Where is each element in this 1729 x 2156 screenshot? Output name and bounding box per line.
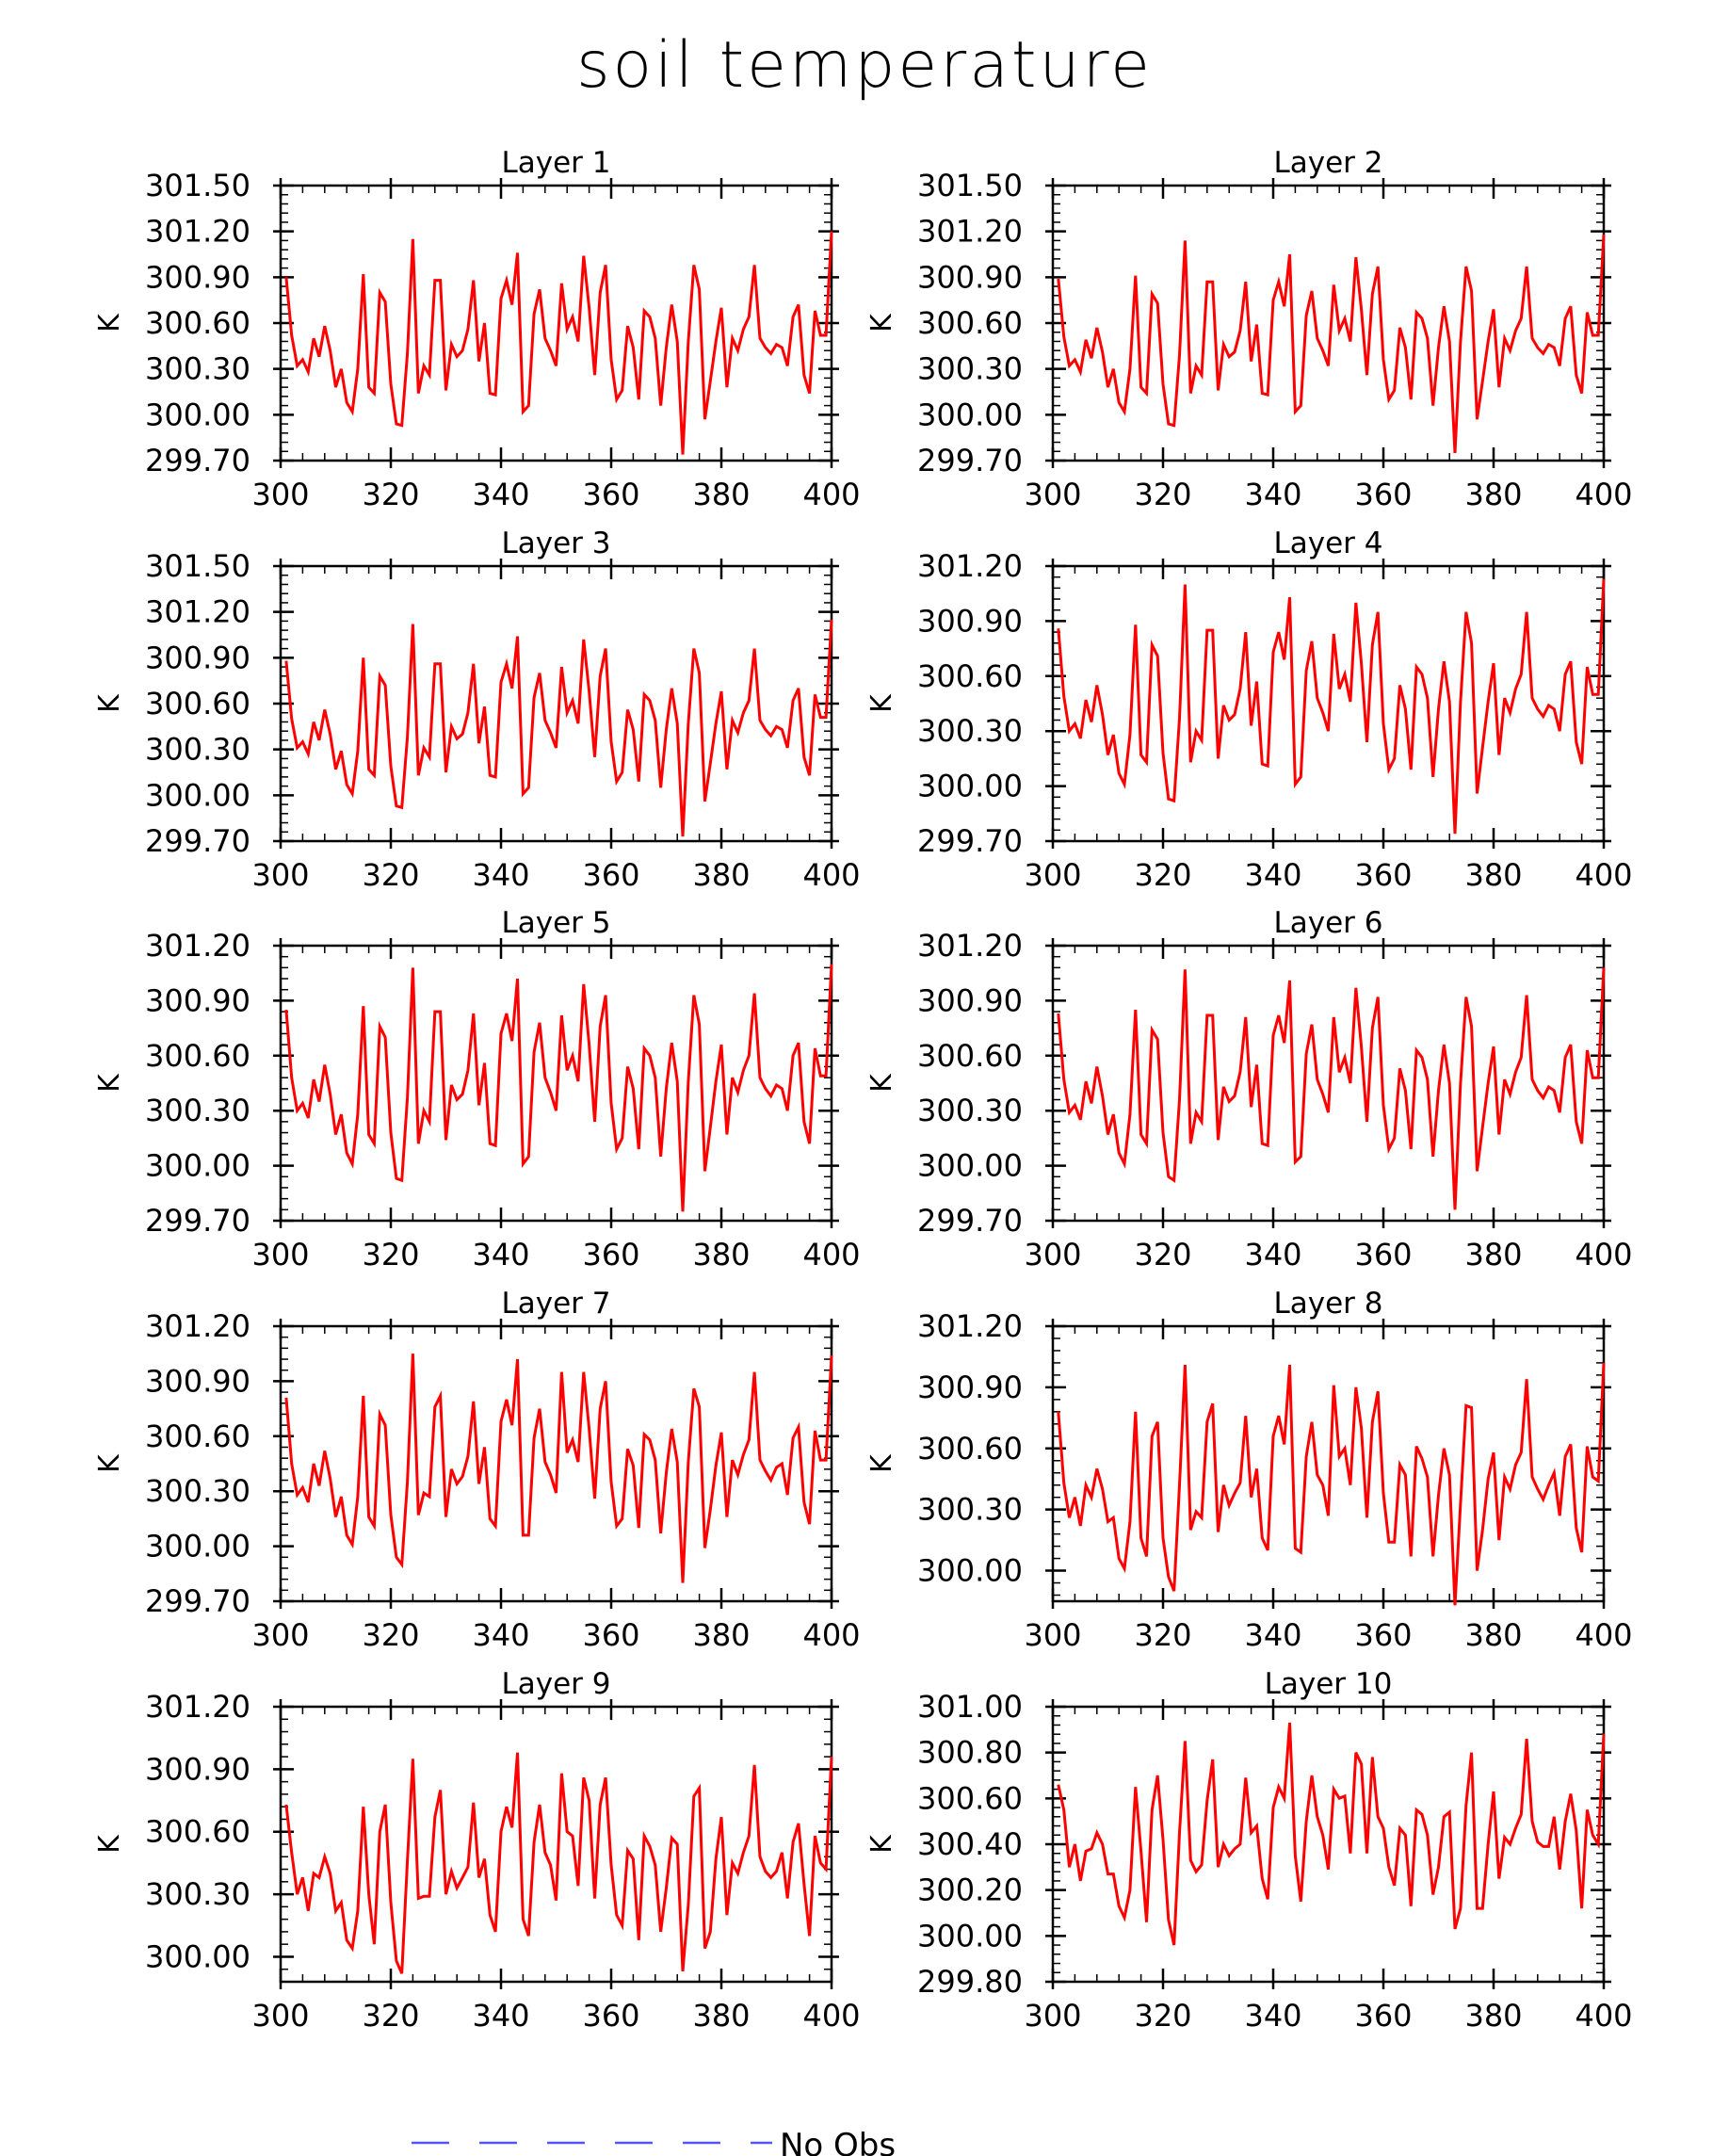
y-axis-label: K — [865, 1835, 898, 1854]
x-tick-label: 320 — [362, 477, 420, 512]
panel-title: Layer 10 — [1264, 1667, 1393, 1701]
x-tick-label: 300 — [251, 1237, 310, 1273]
y-tick-label: 300.00 — [145, 1938, 250, 1975]
x-tick-label: 380 — [692, 1617, 751, 1653]
panel-title: Layer 3 — [501, 527, 611, 560]
y-tick-label: 300.30 — [917, 713, 1023, 750]
x-tick-label: 380 — [692, 477, 751, 512]
panel-title: Layer 6 — [1273, 906, 1383, 940]
y-tick-label: 300.20 — [917, 1872, 1023, 1908]
x-tick-label: 360 — [1354, 1237, 1413, 1273]
y-tick-label: 299.80 — [917, 1964, 1023, 2000]
x-tick-label: 400 — [802, 477, 861, 512]
y-tick-label: 300.60 — [917, 1430, 1023, 1467]
y-tick-label: 301.50 — [917, 168, 1023, 203]
y-tick-label: 300.00 — [145, 777, 250, 814]
y-tick-label: 300.60 — [917, 1780, 1023, 1817]
x-tick-label: 340 — [1244, 1237, 1302, 1273]
y-tick-label: 300.00 — [917, 768, 1023, 804]
y-tick-label: 300.30 — [145, 1876, 250, 1913]
y-tick-label: 300.30 — [145, 731, 250, 768]
x-tick-label: 300 — [1024, 1617, 1082, 1653]
panel-title: Layer 4 — [1273, 527, 1383, 560]
x-tick-label: 320 — [362, 1998, 420, 2034]
y-tick-label: 301.20 — [917, 1308, 1023, 1344]
y-tick-label: 301.20 — [917, 928, 1023, 964]
x-tick-label: 380 — [1464, 477, 1523, 512]
y-tick-label: 300.90 — [917, 259, 1023, 296]
y-tick-label: 300.30 — [145, 1473, 250, 1510]
y-axis-label: K — [93, 1454, 126, 1473]
x-tick-label: 360 — [1354, 1998, 1413, 2034]
x-tick-label: 380 — [1464, 1237, 1523, 1273]
y-tick-label: 299.70 — [145, 823, 250, 859]
y-tick-label: 301.00 — [917, 1689, 1023, 1725]
x-tick-label: 300 — [1024, 1237, 1082, 1273]
x-tick-label: 320 — [362, 857, 420, 893]
y-tick-label: 299.70 — [917, 1203, 1023, 1239]
y-tick-label: 300.90 — [145, 259, 250, 296]
y-tick-label: 301.50 — [145, 548, 250, 584]
x-tick-label: 380 — [1464, 857, 1523, 893]
y-axis-label: K — [865, 694, 898, 713]
figure-title: soil temperature — [576, 28, 1153, 103]
y-tick-label: 299.70 — [917, 443, 1023, 478]
x-tick-label: 400 — [802, 1998, 861, 2034]
x-tick-label: 320 — [1134, 1237, 1192, 1273]
x-tick-label: 300 — [251, 477, 310, 512]
x-tick-label: 340 — [472, 1998, 530, 2034]
y-tick-label: 300.00 — [917, 1918, 1023, 1954]
x-tick-label: 380 — [1464, 1617, 1523, 1653]
x-tick-label: 400 — [802, 1237, 861, 1273]
x-tick-label: 380 — [1464, 1998, 1523, 2034]
y-tick-label: 301.20 — [145, 1308, 250, 1344]
panel-title: Layer 8 — [1273, 1287, 1383, 1321]
x-tick-label: 340 — [1244, 1998, 1302, 2034]
x-tick-label: 320 — [362, 1617, 420, 1653]
y-axis-label: K — [93, 314, 126, 332]
y-tick-label: 300.90 — [145, 640, 250, 676]
y-tick-label: 299.70 — [917, 823, 1023, 859]
x-tick-label: 360 — [1354, 857, 1413, 893]
x-tick-label: 320 — [1134, 857, 1192, 893]
y-tick-label: 300.00 — [917, 1552, 1023, 1589]
y-tick-label: 300.00 — [145, 1147, 250, 1184]
y-tick-label: 300.60 — [917, 1037, 1023, 1074]
y-tick-label: 300.30 — [917, 1491, 1023, 1528]
y-tick-label: 300.30 — [145, 1093, 250, 1129]
x-tick-label: 320 — [362, 1237, 420, 1273]
x-tick-label: 400 — [1575, 1237, 1633, 1273]
y-tick-label: 300.40 — [917, 1826, 1023, 1862]
x-tick-label: 360 — [582, 1617, 640, 1653]
y-tick-label: 300.00 — [145, 1528, 250, 1564]
x-tick-label: 400 — [1575, 477, 1633, 512]
y-tick-label: 299.70 — [145, 1583, 250, 1619]
y-tick-label: 300.90 — [917, 1369, 1023, 1405]
y-tick-label: 301.20 — [145, 1689, 250, 1725]
x-tick-label: 400 — [802, 1617, 861, 1653]
x-tick-label: 320 — [1134, 1617, 1192, 1653]
y-tick-label: 300.60 — [145, 1813, 250, 1850]
x-tick-label: 360 — [1354, 1617, 1413, 1653]
x-tick-label: 340 — [472, 1237, 530, 1273]
x-tick-label: 380 — [692, 1998, 751, 2034]
y-tick-label: 300.30 — [917, 350, 1023, 387]
legend-label: No Obs — [780, 2127, 897, 2156]
y-axis-label: K — [865, 1074, 898, 1093]
x-tick-label: 300 — [251, 857, 310, 893]
y-tick-label: 300.00 — [917, 1147, 1023, 1184]
y-tick-label: 300.60 — [145, 686, 250, 721]
x-tick-label: 340 — [472, 1617, 530, 1653]
y-axis-label: K — [865, 1454, 898, 1473]
x-tick-label: 360 — [582, 1998, 640, 2034]
x-tick-label: 360 — [582, 857, 640, 893]
y-tick-label: 300.60 — [917, 305, 1023, 341]
x-tick-label: 360 — [582, 477, 640, 512]
y-tick-label: 300.90 — [145, 1751, 250, 1788]
panel-title: Layer 7 — [501, 1287, 611, 1321]
panel-title: Layer 1 — [501, 146, 611, 180]
x-tick-label: 320 — [1134, 1998, 1192, 2034]
x-tick-label: 340 — [1244, 857, 1302, 893]
x-tick-label: 340 — [1244, 477, 1302, 512]
x-tick-label: 400 — [802, 857, 861, 893]
panel-title: Layer 9 — [501, 1667, 611, 1701]
x-tick-label: 300 — [1024, 1998, 1082, 2034]
y-axis-label: K — [93, 1074, 126, 1093]
y-tick-label: 301.20 — [145, 593, 250, 630]
x-tick-label: 340 — [472, 857, 530, 893]
y-axis-label: K — [93, 694, 126, 713]
y-tick-label: 300.60 — [145, 1418, 250, 1454]
y-tick-label: 301.20 — [917, 213, 1023, 250]
y-tick-label: 300.60 — [917, 657, 1023, 694]
y-tick-label: 300.60 — [145, 1037, 250, 1074]
y-axis-label: K — [865, 314, 898, 332]
y-tick-label: 300.00 — [145, 397, 250, 433]
y-tick-label: 300.30 — [917, 1093, 1023, 1129]
x-tick-label: 400 — [1575, 1617, 1633, 1653]
y-tick-label: 301.20 — [917, 548, 1023, 584]
x-tick-label: 380 — [692, 1237, 751, 1273]
y-tick-label: 301.50 — [145, 168, 250, 203]
x-tick-label: 320 — [1134, 477, 1192, 512]
y-tick-label: 300.60 — [145, 305, 250, 341]
y-tick-label: 299.70 — [145, 443, 250, 478]
y-tick-label: 300.80 — [917, 1734, 1023, 1771]
y-tick-label: 300.00 — [917, 397, 1023, 433]
y-tick-label: 300.90 — [145, 982, 250, 1019]
x-tick-label: 360 — [1354, 477, 1413, 512]
x-tick-label: 360 — [582, 1237, 640, 1273]
y-tick-label: 301.20 — [145, 928, 250, 964]
y-tick-label: 300.90 — [917, 603, 1023, 640]
panel-title: Layer 5 — [501, 906, 611, 940]
x-tick-label: 300 — [251, 1998, 310, 2034]
x-tick-label: 340 — [1244, 1617, 1302, 1653]
y-tick-label: 300.90 — [145, 1363, 250, 1400]
x-tick-label: 340 — [472, 477, 530, 512]
x-tick-label: 300 — [1024, 477, 1082, 512]
x-tick-label: 300 — [1024, 857, 1082, 893]
y-axis-label: K — [93, 1835, 126, 1854]
x-tick-label: 400 — [1575, 857, 1633, 893]
y-tick-label: 300.90 — [917, 982, 1023, 1019]
y-tick-label: 301.20 — [145, 213, 250, 250]
y-tick-label: 300.30 — [145, 350, 250, 387]
panel-title: Layer 2 — [1273, 146, 1383, 180]
x-tick-label: 400 — [1575, 1998, 1633, 2034]
x-tick-label: 300 — [251, 1617, 310, 1653]
y-tick-label: 299.70 — [145, 1203, 250, 1239]
x-tick-label: 380 — [692, 857, 751, 893]
